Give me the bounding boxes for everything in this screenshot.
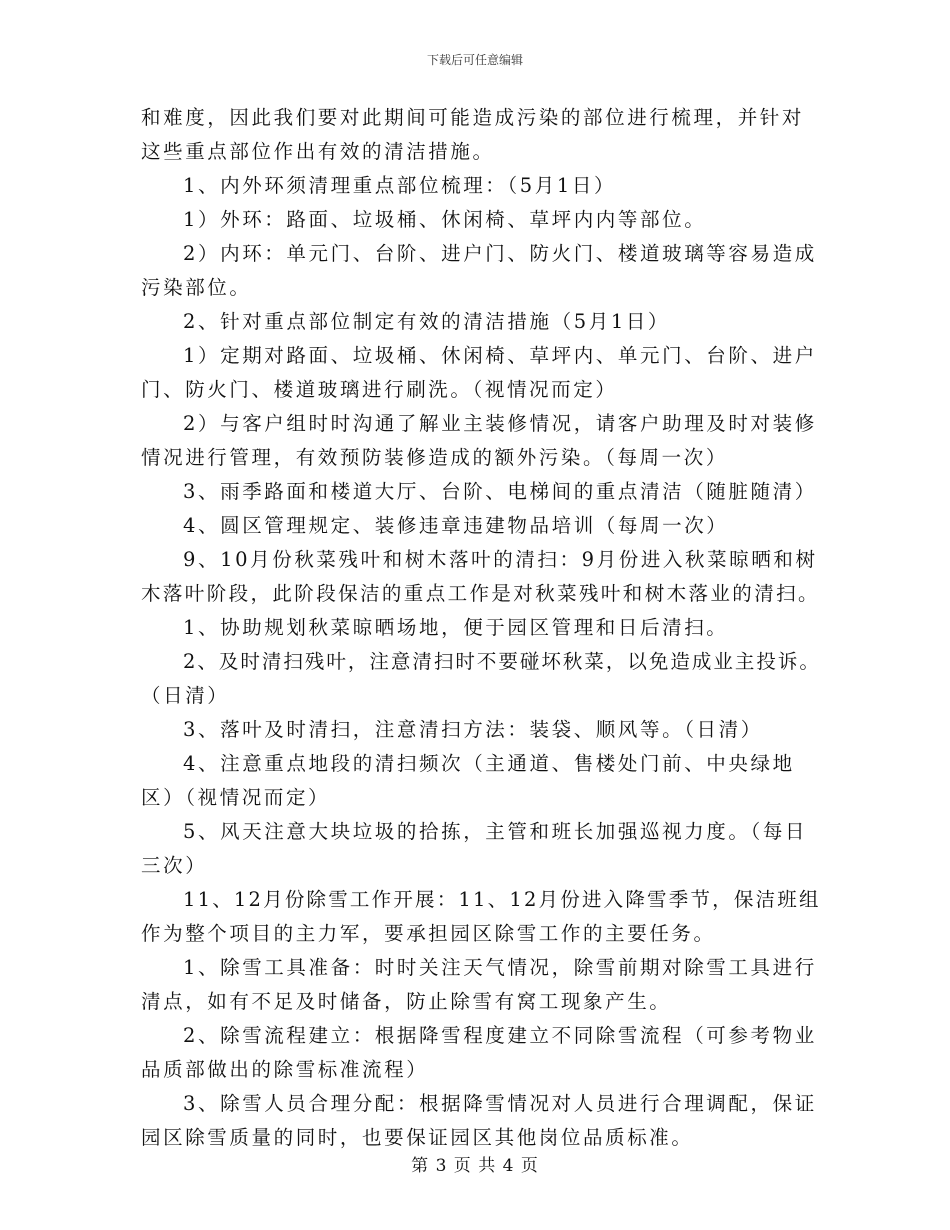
body-line: 4、注意重点地段的清扫频次（主通道、售楼处门前、中央绿地 <box>183 752 795 775</box>
body-line: 5、风天注意大块垃圾的拾拣，主管和班长加强巡视力度。（每日 <box>183 820 808 843</box>
body-line: 木落叶阶段，此阶段保洁的重点工作是对秋菜残叶和树木落业的清扫。 <box>141 582 820 605</box>
body-line: 1、除雪工具准备：时时关注天气情况，除雪前期对除雪工具进行 <box>183 956 817 979</box>
body-line: 3、雨季路面和楼道大厅、台阶、电梯间的重点清洁（随脏随清） <box>183 480 817 503</box>
page-header: 下载后可任意编辑 <box>426 53 523 67</box>
body-line: 品质部做出的除雪标准流程） <box>141 1058 429 1081</box>
page-number-footer: 第 3 页 共 4 页 <box>411 1156 539 1176</box>
body-line: 2、针对重点部位制定有效的清洁措施（5月1日） <box>183 310 671 333</box>
body-line: 区）（视情况而定） <box>141 786 331 809</box>
body-line: 园区除雪质量的同时，也要保证园区其他岗位品质标准。 <box>141 1126 694 1149</box>
body-line: 2、除雪流程建立：根据降雪程度建立不同除雪流程（可参考物业 <box>183 1024 817 1047</box>
body-line: 污染部位。 <box>141 276 252 299</box>
body-line: 4、圆区管理规定、装修违章违建物品培训（每周一次） <box>183 514 729 537</box>
body-line: 3、落叶及时清扫，注意清扫方法：装袋、顺风等。（日清） <box>183 718 763 741</box>
body-line: 11、12月份除雪工作开展：11、12月份进入降雪季节，保洁班组 <box>183 888 821 911</box>
body-line: 1）定期对路面、垃圾桶、休闲椅、草坪内、单元门、台阶、进户 <box>183 344 817 367</box>
body-line: 2、及时清扫残叶，注意清扫时不要碰坏秋菜，以免造成业主投诉。 <box>183 650 821 673</box>
body-line: 三次） <box>141 854 208 877</box>
body-line: 2）与客户组时时沟通了解业主装修情况，请客户助理及时对装修 <box>183 412 817 435</box>
body-line: 门、防火门、楼道玻璃进行刷洗。（视情况而定） <box>141 378 618 401</box>
body-line: 情况进行管理，有效预防装修造成的额外污染。（每周一次） <box>141 446 728 469</box>
body-line: 3、除雪人员合理分配：根据降雪情况对人员进行合理调配，保证 <box>183 1092 817 1115</box>
document-body <box>141 101 821 1155</box>
body-line: 1、内外环须清理重点部位梳理：（5月1日） <box>183 174 617 197</box>
body-line: 和难度，因此我们要对此期间可能造成污染的部位进行梳理，并针对 <box>141 106 805 129</box>
body-line: 9、10月份秋菜残叶和树木落叶的清扫：9月份进入秋菜晾晒和树 <box>183 548 818 571</box>
body-line: 这些重点部位作出有效的清洁措施。 <box>141 140 495 163</box>
body-line: 清点，如有不足及时储备，防止除雪有窝工现象产生。 <box>141 990 672 1013</box>
body-line: （日清） <box>141 684 230 707</box>
body-line: 1）外环：路面、垃圾桶、休闲椅、草坪内内等部位。 <box>183 208 707 231</box>
body-line: 2）内环：单元门、台阶、进户门、防火门、楼道玻璃等容易造成 <box>183 242 817 265</box>
body-line: 1、协助规划秋菜晾晒场地，便于园区管理和日后清扫。 <box>183 616 729 639</box>
body-line: 作为整个项目的主力军，要承担园区除雪工作的主要任务。 <box>141 922 716 945</box>
